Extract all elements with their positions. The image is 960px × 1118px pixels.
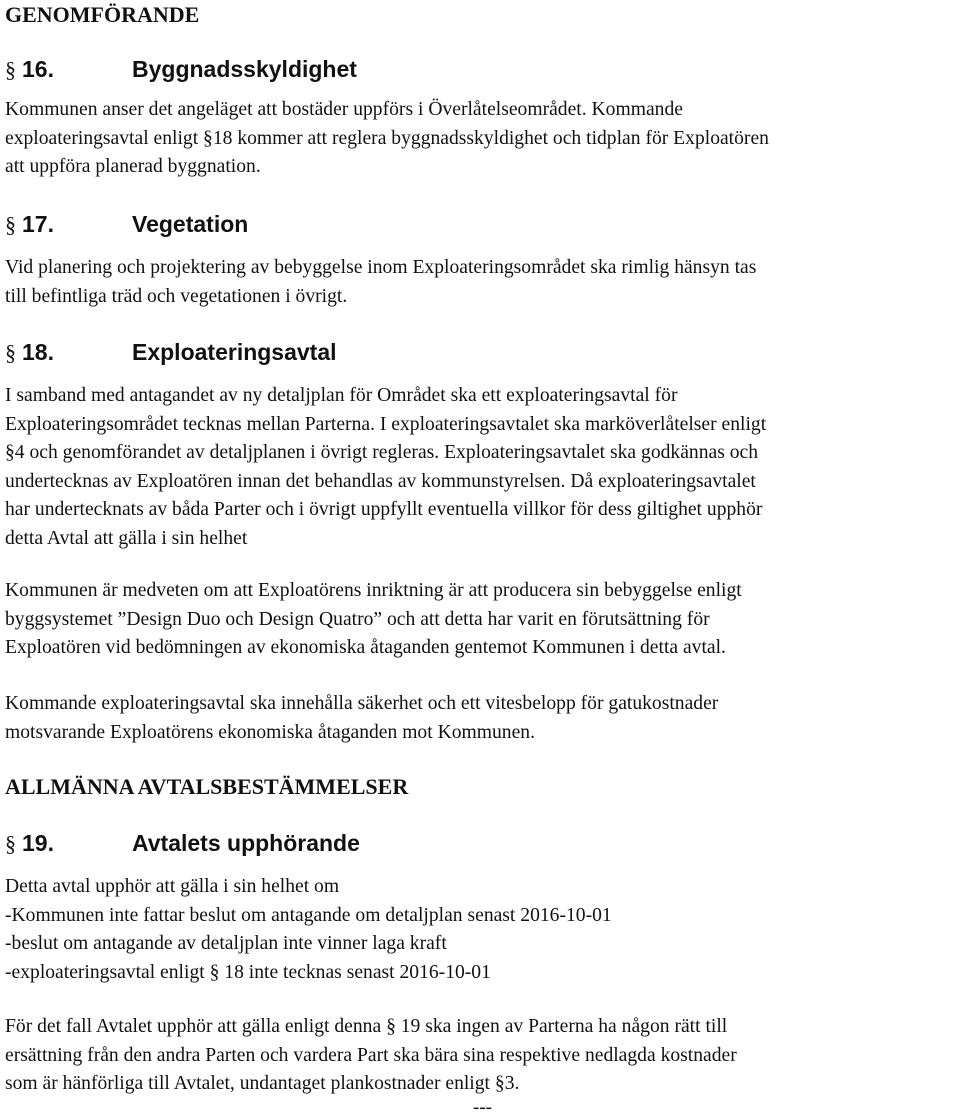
text-line: byggsystemet ”Design Duo och Design Quatro” och att detta har varit en förutsättning för [5,608,710,630]
paragraph-number: 16. [22,56,54,82]
text-line: Detta avtal upphör att gälla i sin helhet om [5,876,340,897]
section-symbol: § [5,831,16,856]
text-line: -beslut om antagande av detaljplan inte vinner laga kraft [5,933,447,955]
heading-paragraph-17 [5,211,248,238]
text-line: motsvarande Exploatörens ekonomiska åtaganden mot Kommunen. [5,721,535,743]
section-symbol: § [5,340,16,365]
text-line: -exploateringsavtal enligt § 18 inte tecknas senast 2016-10-01 [5,961,491,983]
text-line: till befintliga träd och vegetationen i övrigt. [5,285,348,307]
text-line: I samband med antagandet av ny detaljplan för Området ska ett exploateringsavtal för [5,385,678,406]
text-line: exploateringsavtal enligt §18 kommer att reglera byggnadsskyldighet och tidplan för Exploatören [5,127,769,149]
paragraph-title: Avtalets upphörande [132,830,360,856]
paragraph-18-text-2 [5,577,955,663]
paragraph-title: Exploateringsavtal [132,339,337,365]
paragraph-19-text-1 [5,873,955,987]
text-line: För det fall Avtalet upphör att gälla enligt denna § 19 ska ingen av Parterna ha någon rätt till [5,1016,728,1037]
text-line: detta Avtal att gälla i sin helhet [5,527,248,549]
text-line: Exploatören vid bedömningen av ekonomiska åtaganden gentemot Kommunen i detta avtal. [5,637,726,659]
text-line: Vid planering och projektering av bebyggelse inom Exploateringsområdet ska rimlig hänsyn tas [5,257,757,278]
heading-paragraph-16 [5,56,357,83]
text-line: ersättning från den andra Parten och vardera Part ska bära sina respektive nedlagda kostnader [5,1044,737,1066]
paragraph-title: Byggnadsskyldighet [132,56,357,82]
heading-paragraph-18 [5,339,337,366]
text-line: undertecknas av Exploatören innan det behandlas av kommunstyrelsen. Då exploateringsavtalet [5,470,756,492]
heading-genomforande: GENOMFÖRANDE [5,2,200,27]
paragraph-number: 18. [22,339,54,365]
paragraph-title: Vegetation [132,211,249,237]
paragraph-number: 19. [22,830,54,856]
text-line: Exploateringsområdet tecknas mellan Parterna. I exploateringsavtalet ska marköverlåtelser enligt [5,413,767,435]
text-line: Kommande exploateringsavtal ska innehålla säkerhet och ett vitesbelopp för gatukostnader [5,693,719,714]
text-line: -Kommunen inte fattar beslut om antagande om detaljplan senast 2016-10-01 [5,904,612,926]
paragraph-17-text [5,254,955,311]
paragraph-19-text-2 [5,1013,955,1099]
text-line: Kommunen är medveten om att Exploatörens inriktning är att producera sin bebyggelse enligt [5,580,742,601]
paragraph-18-text-1 [5,382,955,554]
text-line: att uppföra planerad byggnation. [5,156,261,178]
page-footer-mark: --- [473,1097,492,1118]
text-line: Kommunen anser det angeläget att bostäder uppförs i Överlåtelseområdet. Kommande [5,99,683,120]
text-line: som är hänförliga till Avtalet, undantaget plankostnader enligt §3. [5,1073,520,1095]
section-symbol: § [5,212,16,237]
paragraph-number: 17. [22,211,54,237]
heading-paragraph-19 [5,830,360,857]
text-line: §4 och genomförandet av detaljplanen i övrigt regleras. Exploateringsavtalet ska godkännas och [5,442,759,464]
paragraph-16-text [5,96,955,182]
paragraph-18-text-3 [5,690,955,747]
text-line: har undertecknats av båda Parter och i övrigt uppfyllt eventuella villkor för dess giltighet upphör [5,499,763,521]
heading-allmanna-avtalsbestammelser: ALLMÄNNA AVTALSBESTÄMMELSER [5,774,409,799]
section-symbol: § [5,57,16,82]
